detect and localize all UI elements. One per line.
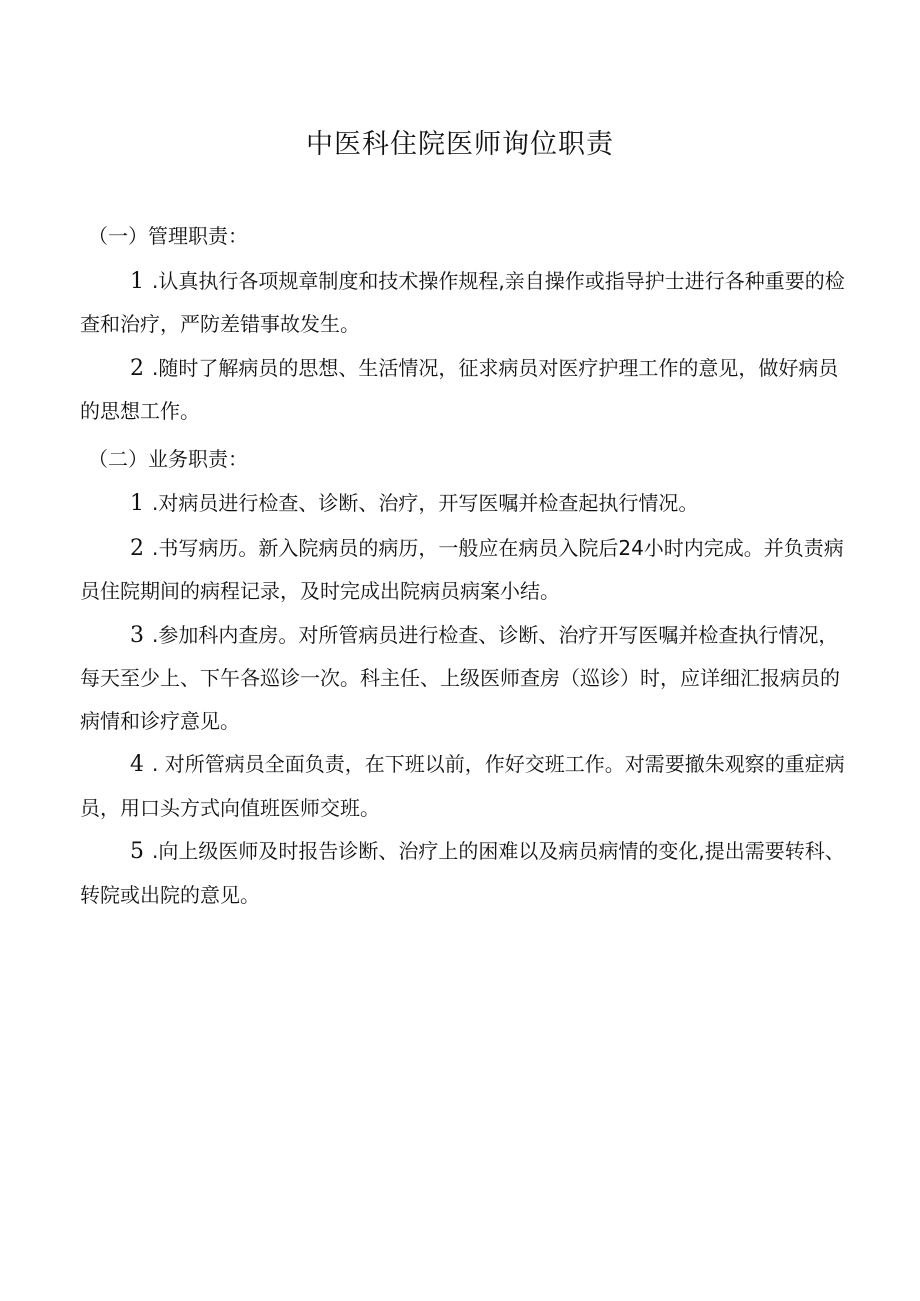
item-number: 2 — [130, 535, 144, 561]
list-item — [80, 743, 850, 829]
item-text: .对病员进行检查、诊断、治疗，开写医嘱并检查起执行情况。 — [152, 491, 699, 515]
item-text: . 对所管病员全面负责，在下班以前，作好交班工作。对需要撤朱观察的重症病员，用口头方式向值班医师交班。 — [80, 752, 845, 820]
item-text: .参加科内查房。对所管病员进行检查、诊断、治疗开写医嘱并检查执行情况，每天至少上、下午各巡诊一次。科主任、上级医师查房（巡诊）时，应详细汇报病员的病情和诊疗意见。 — [80, 622, 840, 733]
document-title: 中医科住院医师询位职责 — [306, 129, 614, 160]
item-text: .向上级医师及时报告诊断、治疗上的困难以及病员病情的变化,提出需要转科、转院或出院的意见。 — [80, 839, 845, 907]
section-heading-management: （一）管理职责： — [88, 224, 248, 248]
item-text: .书写病历。新入院病员的病历，一般应在病员入院后24小时内完成。并负责病员住院期间的病程记录，及时完成出院病员病案小结。 — [80, 535, 844, 603]
item-number: 1 — [130, 491, 144, 516]
document-body — [80, 215, 850, 917]
item-number: 4 — [130, 752, 144, 777]
item-number: 5 — [130, 839, 144, 864]
item-number: 1 — [130, 268, 144, 294]
list-item — [80, 614, 850, 743]
list-item — [80, 527, 850, 613]
list-item — [80, 482, 850, 526]
item-number: 2 — [130, 355, 144, 381]
list-item — [80, 830, 850, 916]
item-text: .认真执行各项规章制度和技术操作规程,亲自操作或指导护士进行各种重要的检查和治疗，严防差错事故发生。 — [80, 268, 845, 336]
list-item — [80, 260, 850, 346]
list-item — [80, 347, 850, 433]
item-text: .随时了解病员的思想、生活情况，征求病员对医疗护理工作的意见，做好病员的思想工作。 — [80, 355, 839, 423]
item-number: 3 — [130, 622, 144, 648]
section-heading-business: （二）业务职责： — [88, 446, 248, 471]
